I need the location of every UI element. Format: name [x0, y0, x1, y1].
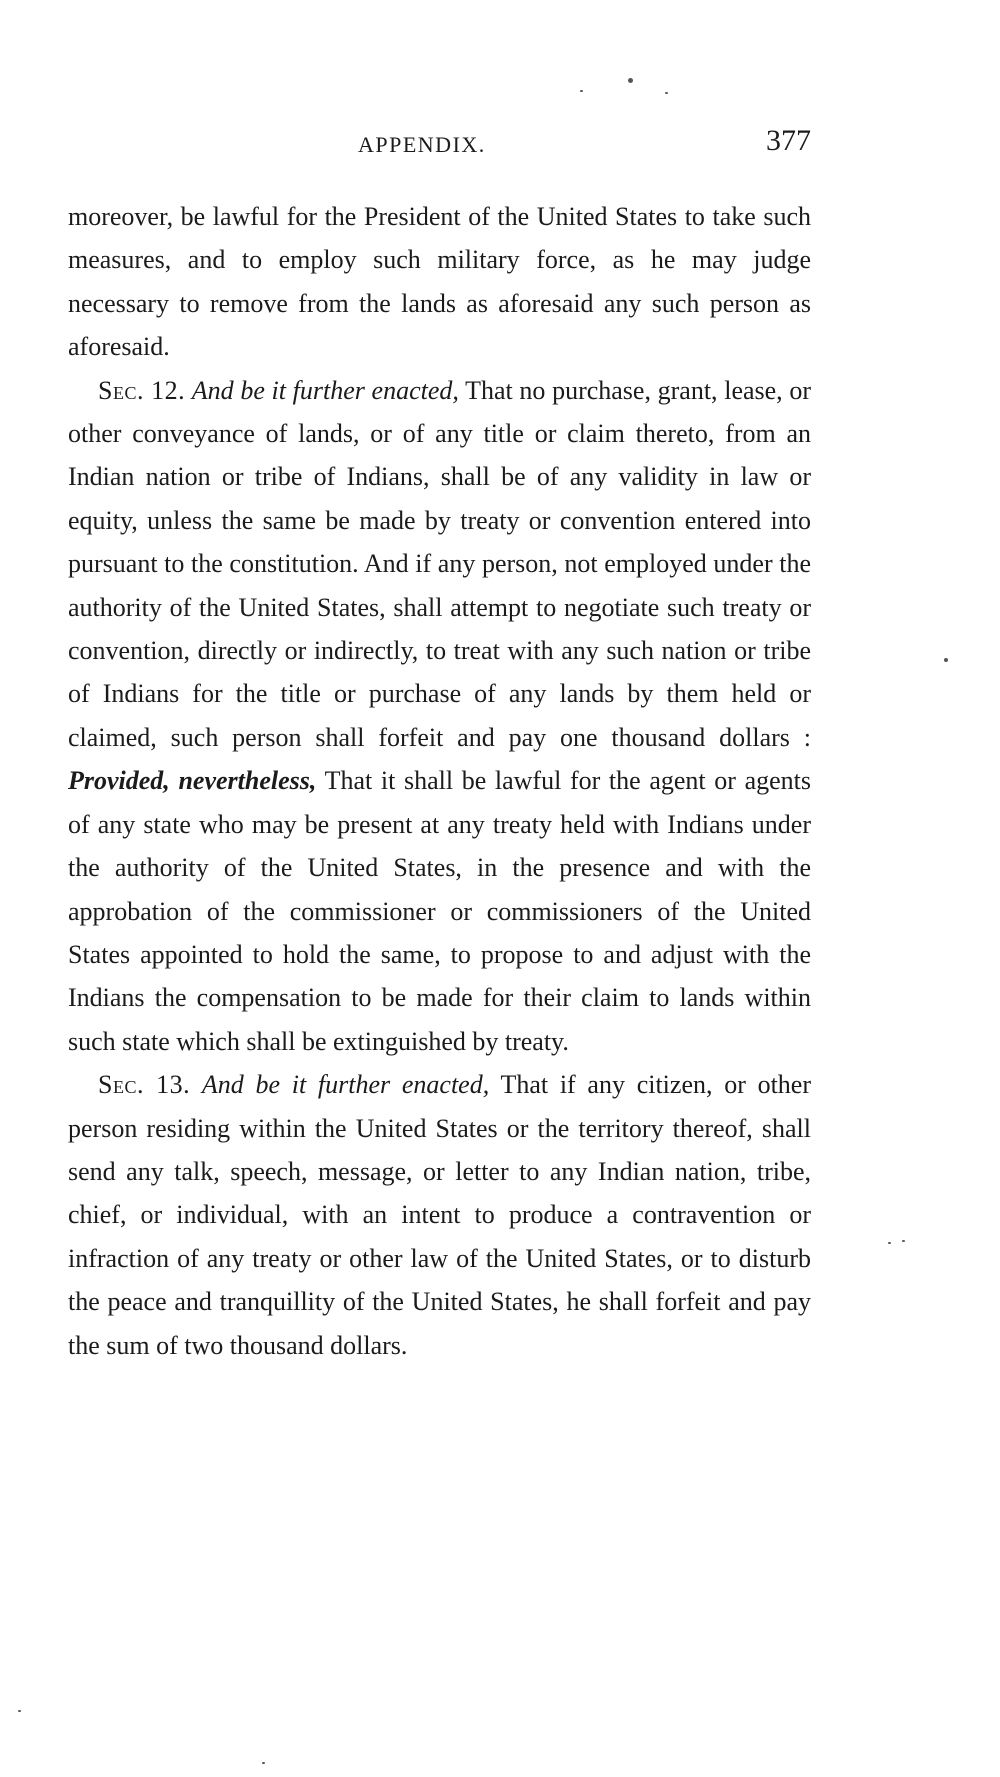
running-head: APPENDIX. — [358, 132, 486, 157]
section-13 — [68, 1063, 811, 1367]
section-text: That if any citizen, or other person residing within the United States or the territory thereof, shall send any talk, speech, message, or letter to any Indian nation, tribe, chief, or individual, with an intent to produce a contravention or infraction of any treaty or other law of the United States, or to disturb the peace and tranquillity of the United States, he shall forfeit and pay the sum of two thousand dollars. — [68, 1070, 811, 1360]
page-header — [68, 124, 811, 168]
paragraph-text: moreover, be lawful for the President of the United States to take such measures, and to employ such military force, as he may judge necessary to remove from the lands as aforesaid any such person as aforesaid. — [68, 202, 811, 362]
body-text — [68, 195, 811, 1367]
section-number: Sec. 13. — [98, 1070, 191, 1100]
paragraph-continuation — [68, 195, 811, 369]
proviso-clause: Provided, nevertheless, — [68, 766, 317, 796]
enacting-clause: And be it further enacted, — [201, 1070, 490, 1100]
section-number: Sec. 12. — [98, 375, 186, 405]
section-text: That no purchase, grant, lease, or other conveyance of lands, or of any title or claim thereto, from an Indian nation or tribe of Indians, shall be of any validity in law or equity, unless the same be made by treaty or convention entered into pursuant to the constitution. And if any person, not employed under the authority of the United States, shall attempt to negotiate such treaty or convention, directly or indirectly, to treat with any such nation or tribe of Indians for the title or purchase of any lands by them held or claimed, such person shall forfeit and pay one thousand dollars : — [68, 375, 811, 752]
section-12 — [68, 369, 811, 1064]
section-text-continued: That it shall be lawful for the agent or agents of any state who may be present at any treaty held with Indians under the authority of the United States, in the presence and with the approbation of the commissioner or commissioners of the United States appointed to hold the same, to propose to and adjust with the Indians the compensation to be made for their claim to lands within such state which shall be extinguished by treaty. — [68, 766, 812, 1056]
enacting-clause: And be it further enacted, — [191, 375, 459, 405]
page-number: 377 — [766, 124, 811, 157]
